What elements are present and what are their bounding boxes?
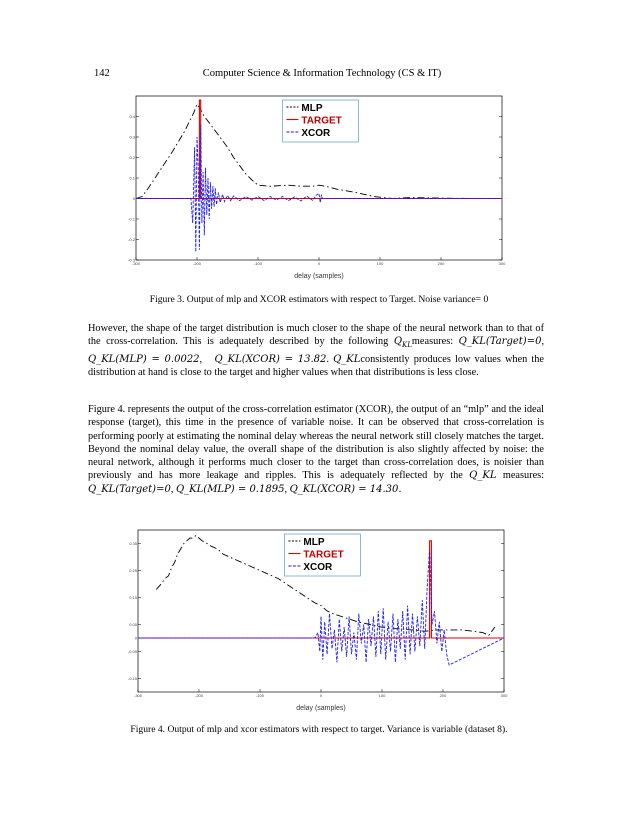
- fig4-ytick-label: 0.15: [129, 595, 137, 600]
- para1-qkl-xcor: Q_KL(XCOR) = 13.82: [214, 353, 327, 365]
- fig4-ytick-label: -0.15: [127, 676, 137, 681]
- fig4-xtick-label: -300: [133, 693, 143, 698]
- fig4-xtick-label: 0: [319, 693, 323, 698]
- paragraph-1: However, the shape of the target distribution is much closer to the shape of the neural network than to that of the cross-correlation. This is adequately described by the following $Q_{KL}measures$: Q_KL(Target)=0, Q_KL(MLP) = 0.0022, Q_KL(XCOR) = 13.82. Q_KLconsistently produces low values when the distribution at hand is close to the target and higher values when that distributions is less close.: [88, 323, 545, 378]
- fig4-xtick-label: 300: [500, 693, 508, 698]
- fig3-series-xcor: [136, 125, 502, 252]
- fig4-legend-label-mlp: MLP: [303, 537, 325, 548]
- fig3-ytick-label: 0.2: [129, 155, 135, 160]
- fig3-xtick-label: 200: [437, 261, 445, 266]
- para2-qkl: Q_KL: [469, 470, 497, 482]
- fig3-xtick-label: -100: [253, 261, 263, 266]
- para1-text-d: consistently produces low values when the distribution at hand is close to the target and higher values when that distributions is less close.: [88, 353, 544, 378]
- fig3-ytick-label: 0.4: [129, 114, 135, 119]
- para1-qkl-a-base: Q: [393, 336, 403, 348]
- fig4-xtick-label: 200: [439, 693, 447, 698]
- para1-text-a: However, the shape of the target distribution is much closer to the shape of the neural network than to that of the cross-correlation. This is adequately described by the following: [88, 323, 544, 348]
- fig4-ytick-label: 0.25: [129, 568, 137, 573]
- para2-qkl-xcor: Q_KL(XCOR) = 14.30.: [289, 483, 402, 495]
- figure-3: [128, 92, 508, 282]
- para1-qkl-mlp: Q_KL(MLP) = 0.0022: [88, 353, 200, 365]
- para1-text-c: .: [326, 353, 334, 365]
- para2-text-a: Figure 4. represents the output of the cross-correlation estimator (XCOR), the output of an “mlp” and the ideal response (target), this time in the presence of variable noise. It can be observed that cross-correlation is performing poorly at estimating the nominal delay whereas the neural network still closely matches the target. Beyond the nominal delay value, the overall shape of the distribution is also slightly affected by noise: the neural network, although it performs much closer to the target than cross-correlation does, is noisier than previously and has more leakage and ripples. This is adequately reflected by the: [88, 404, 544, 482]
- fig4-xlabel: delay (samples): [296, 705, 346, 712]
- fig3-xtick-label: -300: [131, 261, 141, 266]
- para1-qkl-target: Q_KL(Target)=0: [458, 336, 542, 348]
- figure-3-chart: [128, 92, 508, 282]
- fig3-xtick-label: -200: [192, 261, 202, 266]
- para1-qkl-b: Q_KL: [333, 353, 361, 365]
- fig3-xlabel: delay (samples): [294, 273, 344, 280]
- fig3-ytick-label: -0.3: [128, 257, 135, 263]
- fig3-ytick-label: -0.2: [128, 237, 135, 242]
- figure-4-caption: Figure 4. Output of mlp and xcor estimators with respect to target. Variance is variable (dataset 8).: [130, 724, 508, 735]
- fig3-legend-label-target: TARGET: [301, 115, 342, 127]
- para1-qkl-a: [393, 336, 412, 350]
- fig4-ytick-label: 0.35: [129, 541, 137, 546]
- fig4-ytick-label: 0: [134, 635, 137, 641]
- figure-4: [127, 526, 510, 714]
- fig3-ytick-label: 0.1: [129, 175, 135, 181]
- fig3-ytick-label: 0: [132, 196, 135, 201]
- para1-text-b: measures:: [411, 336, 459, 348]
- fig3-xtick-label: 300: [498, 261, 506, 266]
- paragraph-2: Figure 4. represents the output of the cross-correlation estimator (XCOR), the output of an “mlp” and the ideal response (target), this time in the presence of variable noise. It can be observed that cross-correlation is performing poorly at estimating the nominal delay whereas the neural network still closely matches the target. Beyond the nominal delay value, the overall shape of the distribution is also slightly affected by noise: the neural network, although it performs much closer to the target than cross-correlation does, is noisier than previously and has more leakage and ripples. This is adequately reflected by the Q_KL measures: Q_KL(Target)=0, Q_KL(MLP) = 0.1895, Q_KL(XCOR) = 14.30.: [88, 404, 545, 495]
- fig3-legend-label-mlp: MLP: [301, 103, 323, 114]
- fig3-ytick-label: 0.3: [129, 134, 135, 140]
- fig4-ytick-label: 0.05: [129, 622, 137, 627]
- journal-title: Computer Science & Information Technology (CS & IT): [202, 68, 442, 79]
- page-number: 142: [94, 68, 110, 79]
- fig4-legend-label-target: TARGET: [303, 549, 344, 561]
- para2-qkl-target: Q_KL(Target)=0: [88, 483, 171, 495]
- fig4-xtick-label: 100: [378, 693, 386, 698]
- fig3-legend-label-xcor: XCOR: [301, 128, 331, 139]
- fig3-xtick-label: 0: [317, 261, 321, 266]
- para1-qkl-a-sub: KL: [402, 341, 412, 350]
- figure-3-caption: Figure 3. Output of mlp and XCOR estimators with respect to Target. Noise variance= 0: [149, 294, 489, 305]
- figure-4-chart: [127, 526, 510, 714]
- page-header: [94, 68, 550, 84]
- fig4-xtick-label: -200: [194, 693, 204, 698]
- fig3-ytick-label: -0.1: [128, 216, 135, 222]
- fig4-xtick-label: -100: [255, 693, 265, 698]
- fig3-xtick-label: 100: [376, 261, 384, 266]
- fig4-ytick-label: -0.05: [127, 649, 137, 654]
- para2-text-b: measures:: [496, 470, 545, 482]
- fig4-legend-label-xcor: XCOR: [303, 562, 333, 573]
- para2-qkl-mlp: Q_KL(MLP) = 0.1895: [175, 483, 285, 495]
